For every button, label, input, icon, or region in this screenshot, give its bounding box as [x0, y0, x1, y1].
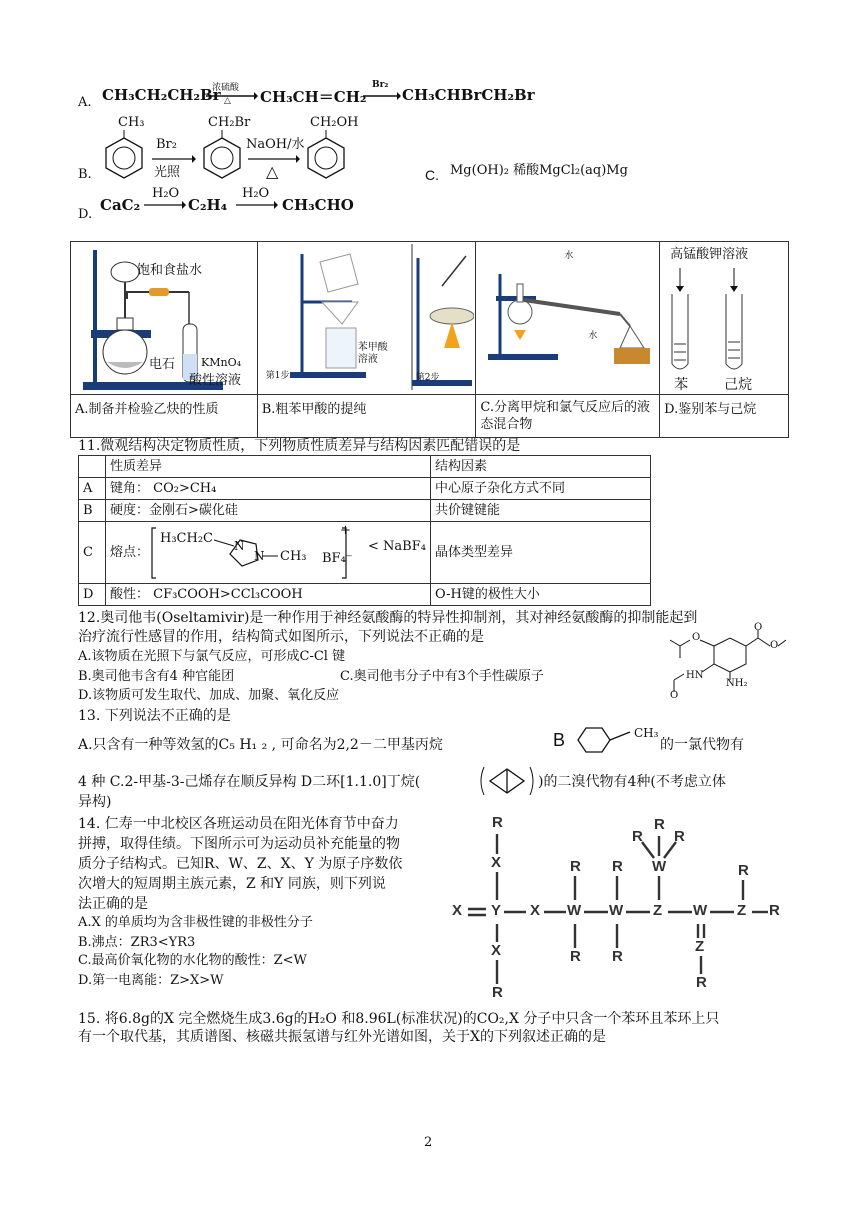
q12-option-c: C.奥司他韦分子中有3个手性碳原子 — [340, 669, 544, 684]
q10-b-heat: △ — [266, 162, 279, 181]
q14-option-d: D.第一电离能：Z>X>W — [78, 973, 224, 988]
q13-option-b-label: B — [553, 730, 566, 750]
q10-option-b — [78, 112, 408, 187]
q11-row-key: D — [79, 584, 106, 606]
q10-b-ch2br: CH₂Br — [208, 115, 251, 130]
q11-cation-n1: N — [234, 539, 245, 553]
q14-atom-r: R — [696, 974, 707, 991]
oseltamivir-o-ether: O — [692, 632, 701, 643]
q11-row-factor: O-H键的极性大小 — [431, 584, 651, 606]
q10-a-substance-3: CH₃CHBrCH₂Br — [402, 86, 535, 104]
filtration-apparatus-icon — [262, 244, 474, 394]
q10-a-condition-1: 浓硫酸 — [212, 83, 240, 93]
q13-line-2-start: 4 种 C.2-甲基-3-己烯存在顺反异构 D二环[1.1.0]丁烷( — [78, 774, 421, 790]
q14-atom-r: R — [612, 948, 623, 965]
oseltamivir-nh2: NH₂ — [726, 678, 748, 689]
q14-stem-line-2: 拼搏，取得佳绩。下图所示可为运动员补充能量的物 — [78, 836, 400, 852]
apparatus-d-hexane: 己烷 — [724, 377, 753, 393]
q11-compare: < NaBF₄ — [368, 539, 426, 554]
apparatus-a-figure — [71, 242, 258, 395]
apparatus-d-benzene: 苯 — [674, 377, 689, 393]
q10-b-cond-2: NaOH/水 — [246, 137, 305, 152]
q13-option-b-methyl: CH₃ — [634, 726, 659, 740]
q12-option-d: D.该物质可发生取代、加成、加聚、氧化反应 — [78, 688, 340, 703]
q11-anion: BF₄⁻ — [322, 551, 353, 566]
q14-atom-r: R — [570, 858, 581, 875]
q15-stem-line-1: 15. 将6.8g的X 完全燃烧生成3.6g的H₂O 和8.96L(标准状况)的CO₂,X 分子中只含一个苯环且苯环上只 — [78, 1011, 720, 1027]
q11-row-property: 熔点： — [110, 545, 150, 560]
q14-atom-x: X — [491, 942, 502, 959]
oseltamivir-o-ester: O — [770, 640, 779, 651]
q10-d-arrow-1 — [144, 200, 186, 210]
q11-row-property: 键角： CO₂>CH₄ — [106, 478, 431, 500]
benzene-ring-icon — [200, 128, 244, 180]
apparatus-c-water-out: 水 — [564, 251, 574, 261]
q10-a-heat-1: △ — [224, 96, 231, 106]
q14-structure — [446, 814, 782, 1002]
q14-atom-r: R — [654, 816, 665, 833]
oseltamivir-structure — [630, 622, 790, 708]
apparatus-d-title: 高锰酸钾溶液 — [670, 247, 749, 262]
q14-option-c: C.最高价氧化物的水化物的酸性：Z<W — [78, 953, 307, 968]
apparatus-b-label-solution: 溶液 — [357, 354, 378, 365]
apparatus-a-label-kmno4: KMnO₄ — [201, 356, 241, 369]
apparatus-c-caption: C.分离甲烷和氯气反应后的液态混合物 — [476, 395, 660, 438]
apparatus-c-figure — [476, 242, 660, 395]
benzene-ring-icon — [102, 128, 146, 180]
test-tubes-icon — [670, 268, 780, 378]
q10-a-arrow-1 — [206, 91, 258, 101]
q10-b-cond-1: Br₂ — [156, 137, 177, 152]
benzene-ring-icon — [304, 128, 348, 180]
q14-option-a: A.X 的单质均为含非极性键的非极性分子 — [78, 915, 313, 930]
q10-a-arrow-2 — [363, 91, 401, 101]
q13-stem: 13. 下列说法不正确的是 — [78, 708, 231, 724]
q10-a-condition-2: Br₂ — [372, 80, 389, 90]
q10-b-methyl: CH₃ — [118, 115, 145, 130]
q14-atom-w: W — [567, 902, 582, 919]
bicyclobutane-icon — [476, 763, 538, 799]
q11-header-property: 性质差异 — [106, 456, 431, 478]
q11-header-factor: 结构因素 — [431, 456, 651, 478]
q10-d-label: D. — [78, 207, 93, 222]
q14-stem-line-3: 质分子结构式。已知R、W、Z、X、Y 为原子序数依 — [78, 856, 403, 872]
q11-cation-ethyl: H₃CH₂C — [160, 531, 213, 546]
q12-option-a: A.该物质在光照下与氯气反应，可形成C-Cl 键 — [78, 649, 346, 664]
apparatus-table — [70, 241, 789, 438]
q11-row-property: 酸性： CF₃COOH>CCl₃COOH — [106, 584, 431, 606]
distillation-apparatus-icon — [480, 244, 658, 394]
q10-b-arrow-1 — [152, 154, 196, 164]
q14-atom-r: R — [612, 858, 623, 875]
q14-atom-r: R — [570, 948, 581, 965]
q10-a-substance-2: CH₃CH＝CH₂ — [260, 88, 367, 106]
q15-stem-line-2: 有一个取代基，其质谱图、核磁共振氢谱与红外光谱如图，关于X的下列叙述正确的是 — [78, 1029, 606, 1045]
q14-atom-z: Z — [737, 902, 747, 919]
q14-atom-r: R — [492, 814, 503, 831]
oseltamivir-skeleton-icon — [630, 628, 790, 708]
apparatus-a-label-acidic: 酸性溶液 — [189, 373, 242, 388]
apparatus-d-caption: D.鉴别苯与己烷 — [660, 395, 789, 438]
apparatus-c-water-in: 水 — [588, 331, 598, 341]
oseltamivir-o-carbonyl: O — [754, 622, 763, 633]
q11-row-c-property — [106, 522, 431, 584]
q11-row-key: A — [79, 478, 106, 500]
q14-atom-w: W — [693, 902, 708, 919]
q14-atom-r: R — [738, 862, 749, 879]
q10-c-text: Mg(OH)₂ 稀酸MgCl₂(aq)Mg — [450, 163, 628, 178]
apparatus-b-step-1: 第1步 — [265, 371, 290, 381]
q14-stem-line-5: 法正确的是 — [78, 896, 148, 912]
q13-line-3: 异构) — [78, 794, 112, 810]
apparatus-b-label-acid: 苯甲酸 — [357, 342, 388, 353]
oseltamivir-hn: HN — [686, 670, 704, 681]
apparatus-a-caption: A.制备并检验乙炔的性质 — [71, 395, 258, 438]
q11-cation-plus: + — [340, 523, 351, 538]
q10-option-d — [78, 188, 378, 220]
apparatus-d-figure — [660, 242, 789, 395]
q14-atom-x: X — [491, 854, 502, 871]
q10-d-substance-2: C₂H₄ — [188, 196, 228, 214]
q10-b-ch2oh: CH₂OH — [310, 115, 359, 130]
q11-row-factor: 晶体类型差异 — [431, 522, 651, 584]
q10-d-cond-2: H₂O — [242, 186, 270, 201]
q14-atom-w: W — [652, 858, 667, 875]
q12-stem-line-2: 治疗流行性感冒的作用，结构简式如图所示，下列说法不正确的是 — [78, 629, 484, 645]
page-number: 2 — [424, 1135, 433, 1150]
q10-a-label: A. — [78, 95, 92, 110]
q14-atom-r: R — [492, 984, 503, 1001]
q10-d-substance-3: CH₃CHO — [282, 196, 354, 214]
q10-d-cond-1: H₂O — [152, 186, 180, 201]
apparatus-b-step-2: 第2步 — [415, 373, 440, 383]
q14-atom-r: R — [769, 902, 780, 919]
q14-atom-x: X — [452, 902, 463, 919]
q13-line-2-end: )的二溴代物有4种(不考虑立体 — [538, 774, 726, 790]
q13-option-a: A.只含有一种等效氢的C₅ H₁ ₂ , 可命名为2,2－二甲基丙烷 — [78, 737, 443, 753]
q11-row-key: B — [79, 500, 106, 522]
apparatus-a-label-brine: 饱和食盐水 — [137, 263, 203, 278]
q11-cation-methyl: CH₃ — [280, 549, 307, 564]
oseltamivir-o-amide: O — [670, 690, 679, 701]
q14-atom-y: Y — [491, 902, 502, 919]
q10-d-substance-1: CaC₂ — [100, 196, 141, 214]
q11-row-factor: 共价键键能 — [431, 500, 651, 522]
q14-stem-line-4: 次增大的短周期主族元素，Z 和Y 同族，则下列说 — [78, 876, 386, 892]
q10-c-label: C. — [425, 167, 439, 183]
q12-option-b: B.奥司他韦含有4 种官能团 — [78, 669, 235, 684]
q10-b-label: B. — [78, 167, 92, 182]
q11-stem: 11.微观结构决定物质性质，下列物质性质差异与结构因素匹配错误的是 — [78, 438, 521, 454]
q13-option-b-tail: 的一氯代物有 — [660, 737, 744, 753]
apparatus-a-label-carbide: 电石 — [149, 357, 176, 372]
q14-atom-w: W — [609, 902, 624, 919]
q11-row-property: 硬度：金刚石>碳化硅 — [106, 500, 431, 522]
q11-table — [78, 455, 651, 606]
q11-cation-n2: N — [254, 549, 265, 563]
q14-stem-line-1: 14. 仁寿一中北校区各班运动员在阳光体育节中奋力 — [78, 816, 399, 832]
apparatus-b-figure — [257, 242, 476, 395]
q14-atom-r: R — [632, 828, 643, 845]
q14-atom-x: X — [530, 902, 541, 919]
q14-atom-z: Z — [695, 938, 705, 955]
q10-b-light: 光照 — [154, 165, 181, 180]
q12-stem-line-1: 12.奥司他韦(Oseltamivir)是一种作用于神经氨酸酶的特异性抑制剂，其对神经氨酸酶的抑制能起到 — [78, 610, 698, 626]
apparatus-b-caption: B.粗苯甲酸的提纯 — [257, 395, 476, 438]
q11-row-factor: 中心原子杂化方式不同 — [431, 478, 651, 500]
q14-atom-z: Z — [653, 902, 663, 919]
q10-a-substance-1: CH₃CH₂CH₂Br — [102, 86, 221, 104]
q14-option-b: B.沸点：ZR3<YR3 — [78, 935, 196, 950]
q14-atom-r: R — [674, 828, 685, 845]
q10-d-arrow-2 — [236, 200, 278, 210]
q11-row-key: C — [79, 522, 106, 584]
